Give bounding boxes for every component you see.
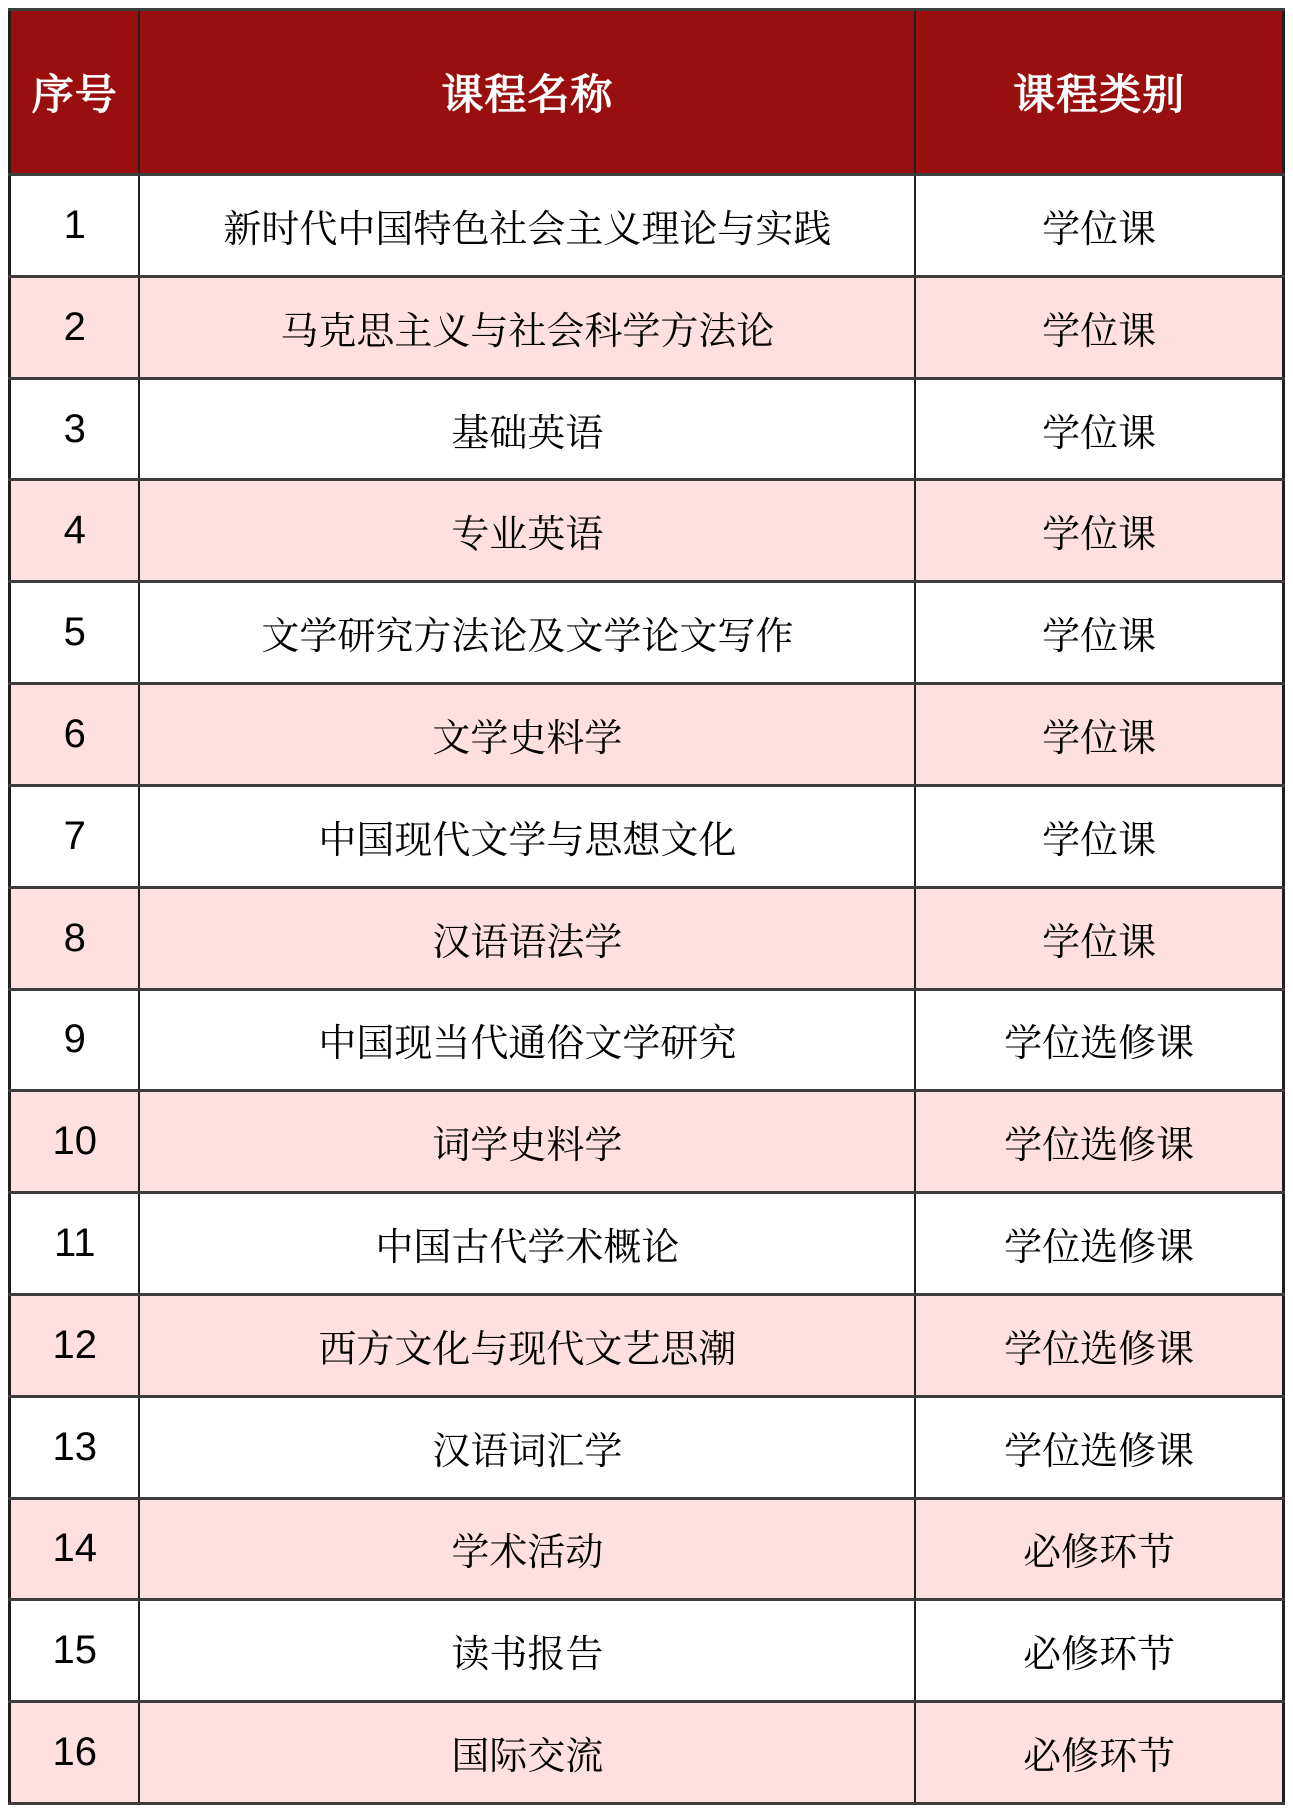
course-category-cell: 学位课 [915,480,1283,582]
column-header-index: 序号 [10,10,140,175]
course-name-cell: 新时代中国特色社会主义理论与实践 [139,175,915,277]
table-row [10,480,1284,582]
table-row [10,1091,1284,1193]
table-header [10,10,1284,175]
table-row [10,887,1284,989]
table-row [10,582,1284,684]
course-category-cell: 学位选修课 [915,1091,1283,1193]
course-category-cell: 学位选修课 [915,1193,1283,1295]
table-row [10,276,1284,378]
course-name-cell: 西方文化与现代文艺思潮 [139,1294,915,1396]
table-row [10,785,1284,887]
course-category-cell: 学位课 [915,378,1283,480]
table-row [10,1498,1284,1600]
row-number-cell: 4 [10,480,140,582]
course-name-cell: 汉语词汇学 [139,1396,915,1498]
table-row [10,175,1284,277]
course-name-cell: 词学史料学 [139,1091,915,1193]
table-row [10,1702,1284,1804]
row-number-cell: 14 [10,1498,140,1600]
course-name-cell: 中国古代学术概论 [139,1193,915,1295]
row-number-cell: 11 [10,1193,140,1295]
table-row [10,1294,1284,1396]
course-name-cell: 国际交流 [139,1702,915,1804]
column-header-category: 课程类别 [915,10,1283,175]
row-number-cell: 6 [10,684,140,786]
row-number-cell: 16 [10,1702,140,1804]
table-row [10,684,1284,786]
row-number-cell: 9 [10,989,140,1091]
course-category-cell: 必修环节 [915,1498,1283,1600]
course-category-cell: 学位选修课 [915,1294,1283,1396]
column-header-course: 课程名称 [139,10,915,175]
row-number-cell: 15 [10,1600,140,1702]
table-row [10,378,1284,480]
course-name-cell: 中国现代文学与思想文化 [139,785,915,887]
table-row [10,1396,1284,1498]
table-row [10,1193,1284,1295]
row-number-cell: 8 [10,887,140,989]
row-number-cell: 7 [10,785,140,887]
row-number-cell: 5 [10,582,140,684]
course-name-cell: 专业英语 [139,480,915,582]
course-name-cell: 学术活动 [139,1498,915,1600]
row-number-cell: 13 [10,1396,140,1498]
course-category-cell: 学位课 [915,582,1283,684]
table-row [10,989,1284,1091]
course-name-cell: 基础英语 [139,378,915,480]
row-number-cell: 12 [10,1294,140,1396]
row-number-cell: 3 [10,378,140,480]
course-name-cell: 读书报告 [139,1600,915,1702]
course-category-cell: 学位课 [915,887,1283,989]
row-number-cell: 1 [10,175,140,277]
course-category-cell: 学位课 [915,276,1283,378]
course-category-cell: 学位课 [915,785,1283,887]
course-name-cell: 文学史料学 [139,684,915,786]
course-category-cell: 学位选修课 [915,1396,1283,1498]
course-name-cell: 中国现当代通俗文学研究 [139,989,915,1091]
course-name-cell: 文学研究方法论及文学论文写作 [139,582,915,684]
header-row [10,10,1284,175]
row-number-cell: 2 [10,276,140,378]
course-table-container [8,8,1285,1805]
course-category-cell: 学位选修课 [915,989,1283,1091]
course-name-cell: 汉语语法学 [139,887,915,989]
course-category-cell: 必修环节 [915,1600,1283,1702]
course-category-cell: 学位课 [915,175,1283,277]
course-table [8,8,1285,1805]
table-row [10,1600,1284,1702]
course-name-cell: 马克思主义与社会科学方法论 [139,276,915,378]
table-body [10,175,1284,1804]
course-category-cell: 学位课 [915,684,1283,786]
course-category-cell: 必修环节 [915,1702,1283,1804]
row-number-cell: 10 [10,1091,140,1193]
